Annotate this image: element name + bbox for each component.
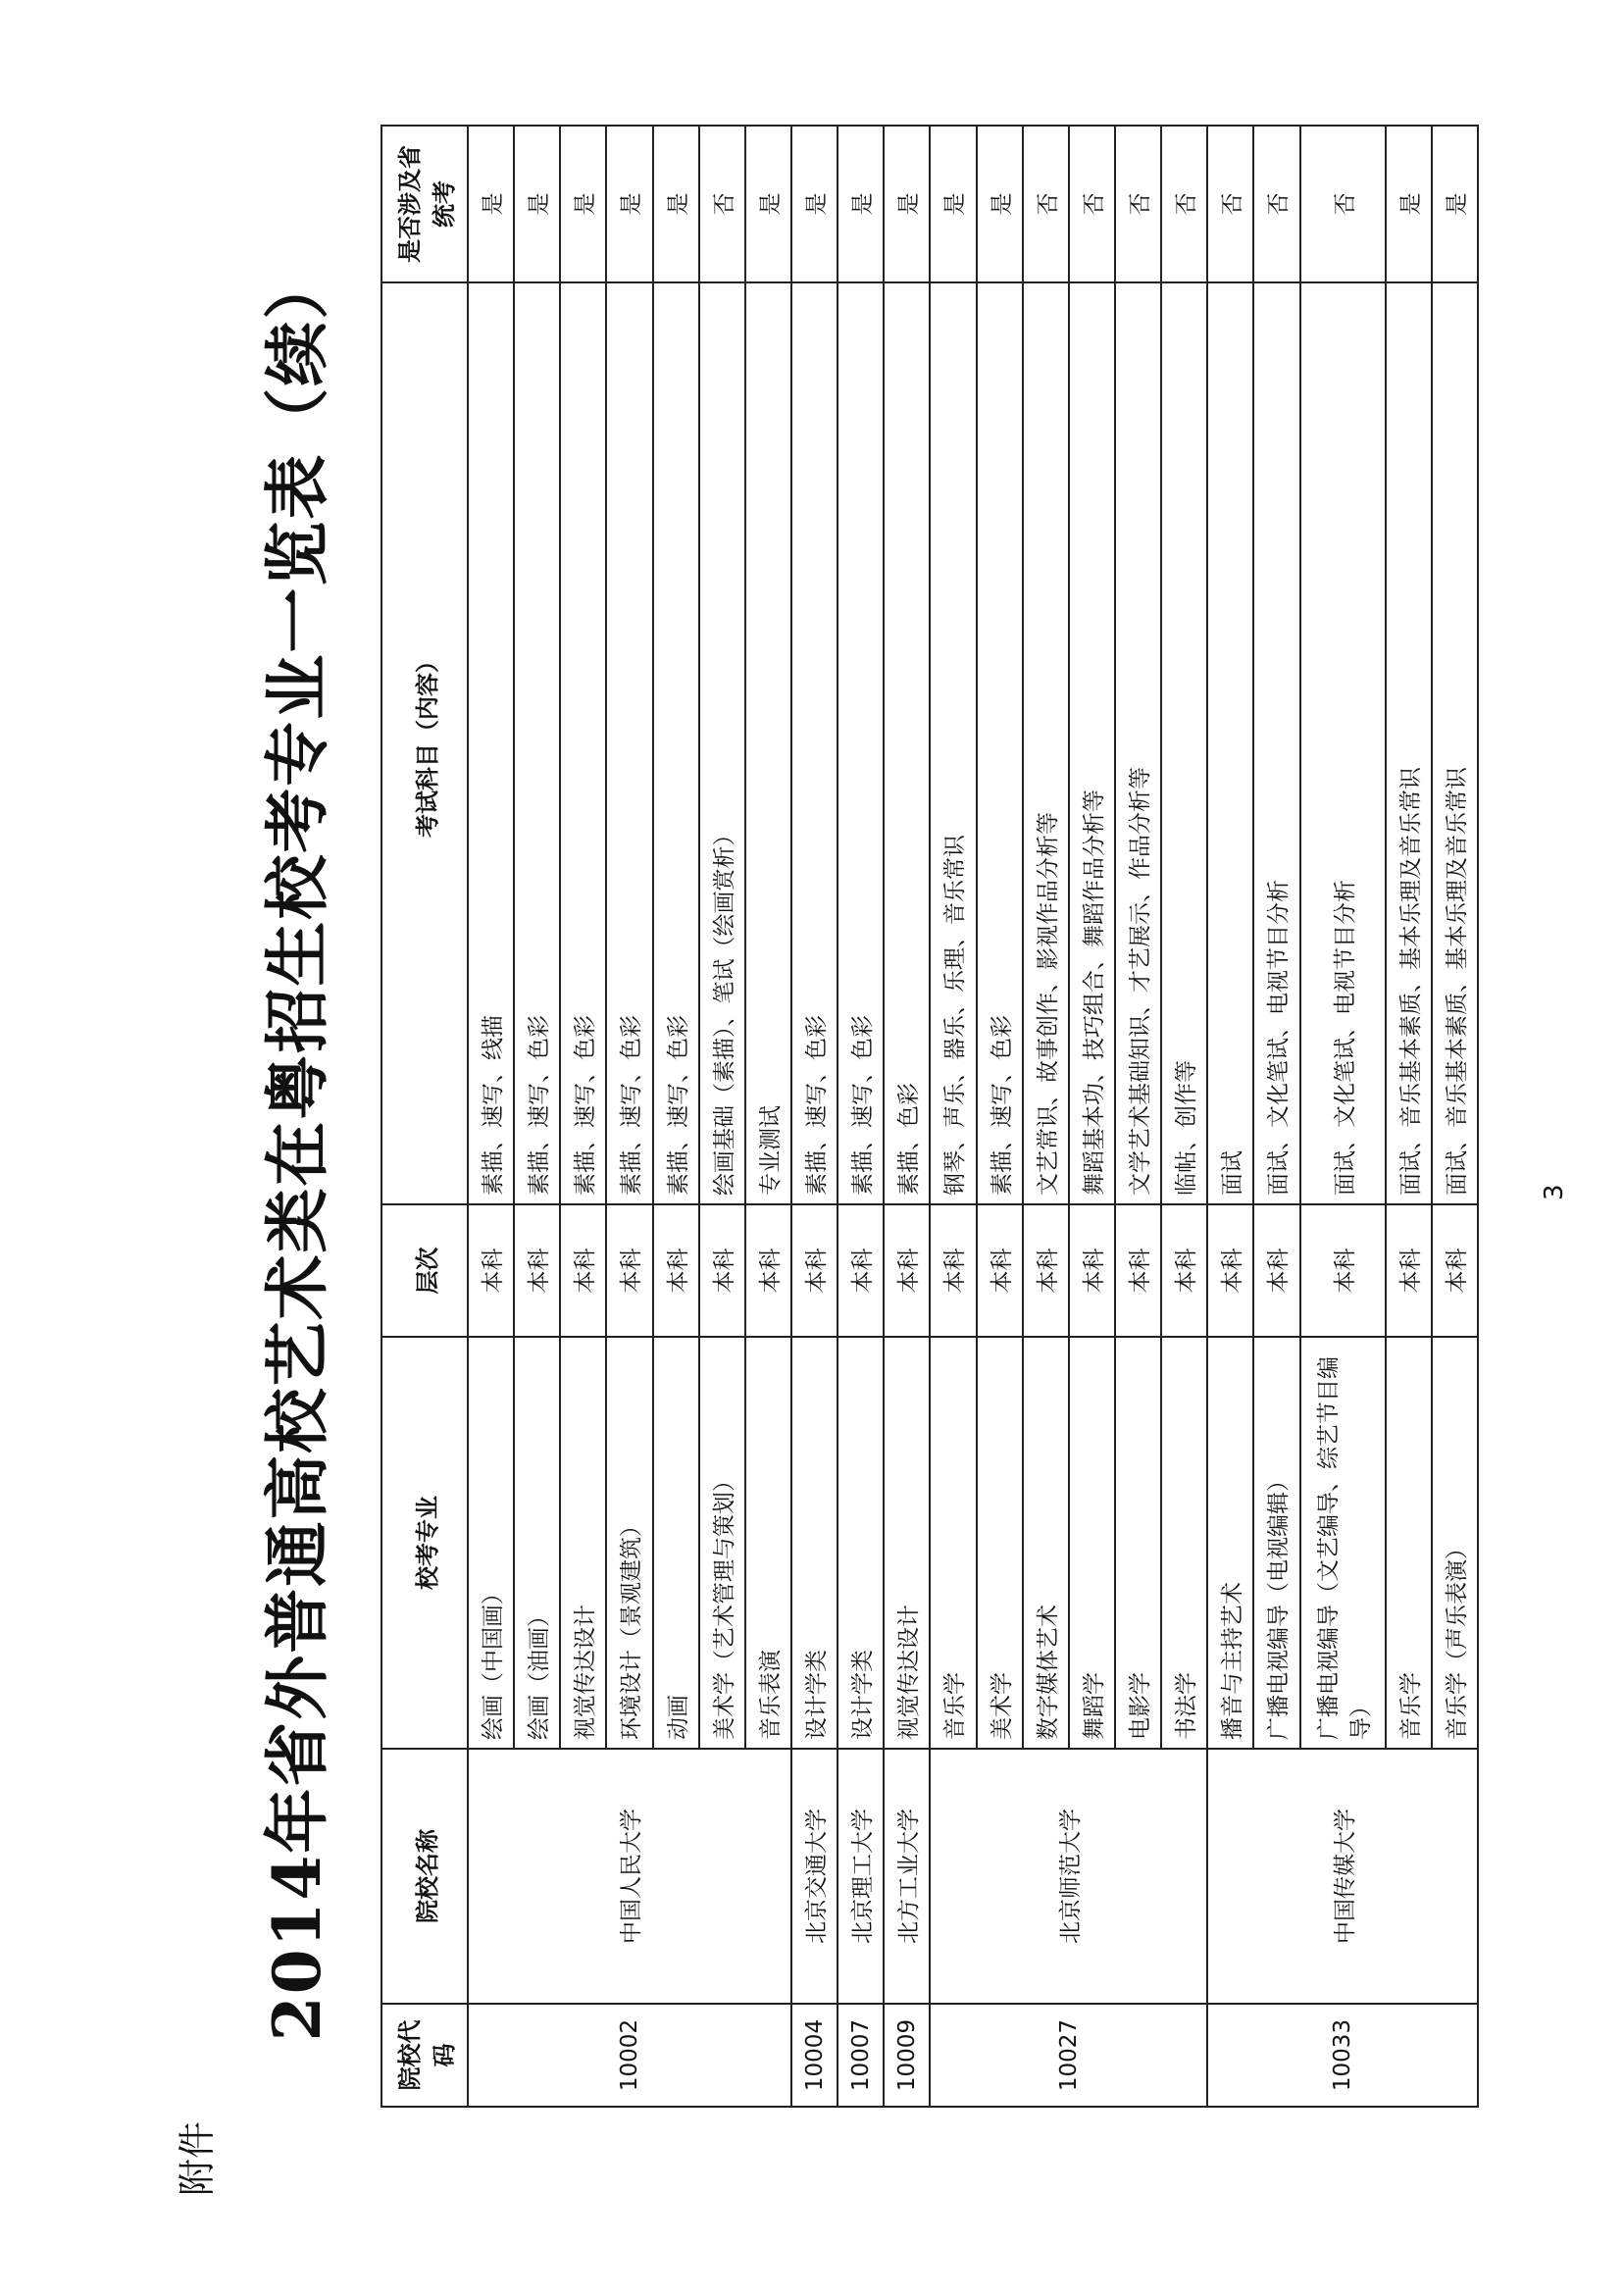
major-cell: 设计学类 (837, 1337, 884, 1749)
major-cell: 动画 (653, 1337, 699, 1749)
subjects-cell: 临帖、创作等 (1161, 282, 1207, 1204)
level-cell: 本科 (1432, 1204, 1478, 1337)
provincial-cell: 是 (977, 126, 1023, 282)
level-cell: 本科 (1300, 1204, 1386, 1337)
subjects-cell: 素描、速写、线描 (468, 282, 514, 1204)
school-name-cell: 北京师范大学 (930, 1749, 1207, 2004)
provincial-cell: 否 (1207, 126, 1253, 282)
school-code-cell: 10033 (1207, 2004, 1478, 2107)
attachment-label: 附件 (176, 2120, 219, 2196)
subjects-cell: 素描、速写、色彩 (977, 282, 1023, 1204)
subjects-cell: 素描、速写、色彩 (606, 282, 652, 1204)
school-name-cell: 北京理工大学 (837, 1749, 884, 2004)
subjects-cell: 素描、速写、色彩 (560, 282, 606, 1204)
provincial-cell: 是 (837, 126, 884, 282)
subjects-cell: 素描、速写、色彩 (514, 282, 560, 1204)
majors-table (381, 125, 1479, 2108)
provincial-cell: 否 (1161, 126, 1207, 282)
table-header-row (381, 126, 468, 2107)
subjects-cell: 面试、音乐基本素质、基本乐理及音乐常识 (1432, 282, 1478, 1204)
school-name-cell: 北京交通大学 (791, 1749, 837, 2004)
level-cell: 本科 (606, 1204, 652, 1337)
page-title: 2014年省外普通高校艺术类在粤招生校考专业一览表（续） (259, 252, 335, 2042)
major-cell: 绘画（油画） (514, 1337, 560, 1749)
provincial-cell: 否 (1069, 126, 1115, 282)
level-cell: 本科 (514, 1204, 560, 1337)
level-cell: 本科 (1253, 1204, 1299, 1337)
table-row (930, 126, 976, 2107)
school-code-cell: 10004 (791, 2004, 837, 2107)
major-cell: 设计学类 (791, 1337, 837, 1749)
header-major: 校考专业 (381, 1337, 468, 1749)
level-cell: 本科 (699, 1204, 745, 1337)
major-cell: 美术学 (977, 1337, 1023, 1749)
header-provincial: 是否涉及省统考 (381, 126, 468, 282)
level-cell: 本科 (1207, 1204, 1253, 1337)
major-cell: 舞蹈学 (1069, 1337, 1115, 1749)
provincial-cell: 否 (699, 126, 745, 282)
major-cell: 播音与主持艺术 (1207, 1337, 1253, 1749)
subjects-cell: 舞蹈基本功、技巧组合、舞蹈作品分析等 (1069, 282, 1115, 1204)
level-cell: 本科 (930, 1204, 976, 1337)
provincial-cell: 是 (884, 126, 930, 282)
school-code-cell: 10007 (837, 2004, 884, 2107)
subjects-cell: 素描、速写、色彩 (837, 282, 884, 1204)
subjects-cell: 面试 (1207, 282, 1253, 1204)
level-cell: 本科 (1386, 1204, 1432, 1337)
level-cell: 本科 (791, 1204, 837, 1337)
major-cell: 广播电视编导（文艺编导、综艺节目编导） (1300, 1337, 1386, 1749)
provincial-cell: 是 (468, 126, 514, 282)
level-cell: 本科 (745, 1204, 791, 1337)
level-cell: 本科 (1115, 1204, 1161, 1337)
subjects-cell: 文艺常识、故事创作、影视作品分析等 (1023, 282, 1069, 1204)
provincial-cell: 是 (653, 126, 699, 282)
level-cell: 本科 (1069, 1204, 1115, 1337)
subjects-cell: 面试、音乐基本素质、基本乐理及音乐常识 (1386, 282, 1432, 1204)
provincial-cell: 否 (1300, 126, 1386, 282)
provincial-cell: 是 (930, 126, 976, 282)
provincial-cell: 是 (606, 126, 652, 282)
major-cell: 书法学 (1161, 1337, 1207, 1749)
table-row (837, 126, 884, 2107)
subjects-cell: 钢琴、声乐、器乐、乐理、音乐常识 (930, 282, 976, 1204)
subjects-cell: 素描、速写、色彩 (791, 282, 837, 1204)
major-cell: 视觉传达设计 (560, 1337, 606, 1749)
table-body (468, 126, 1478, 2107)
header-subjects: 考试科目（内容） (381, 282, 468, 1204)
page-number: 3 (1540, 1184, 1569, 1200)
school-name-cell: 中国人民大学 (468, 1749, 791, 2004)
provincial-cell: 否 (1023, 126, 1069, 282)
table-row (884, 126, 930, 2107)
subjects-cell: 文学艺术基础知识、才艺展示、作品分析等 (1115, 282, 1161, 1204)
provincial-cell: 是 (1432, 126, 1478, 282)
level-cell: 本科 (1023, 1204, 1069, 1337)
major-cell: 数字媒体艺术 (1023, 1337, 1069, 1749)
subjects-cell: 面试、文化笔试、电视节目分析 (1253, 282, 1299, 1204)
provincial-cell: 否 (1115, 126, 1161, 282)
header-code: 院校代码 (381, 2004, 468, 2107)
major-cell: 音乐学 (930, 1337, 976, 1749)
provincial-cell: 是 (791, 126, 837, 282)
level-cell: 本科 (468, 1204, 514, 1337)
major-cell: 音乐表演 (745, 1337, 791, 1749)
subjects-cell: 专业测试 (745, 282, 791, 1204)
subjects-cell: 面试、文化笔试、电视节目分析 (1300, 282, 1386, 1204)
header-level: 层次 (381, 1204, 468, 1337)
provincial-cell: 是 (514, 126, 560, 282)
major-cell: 电影学 (1115, 1337, 1161, 1749)
table-row (1207, 126, 1253, 2107)
level-cell: 本科 (653, 1204, 699, 1337)
level-cell: 本科 (1161, 1204, 1207, 1337)
school-name-cell: 中国传媒大学 (1207, 1749, 1478, 2004)
major-cell: 音乐学 (1386, 1337, 1432, 1749)
subjects-cell: 素描、速写、色彩 (653, 282, 699, 1204)
table-row (791, 126, 837, 2107)
level-cell: 本科 (977, 1204, 1023, 1337)
major-cell: 美术学（艺术管理与策划） (699, 1337, 745, 1749)
provincial-cell: 是 (745, 126, 791, 282)
subjects-cell: 素描、色彩 (884, 282, 930, 1204)
header-name: 院校名称 (381, 1749, 468, 2004)
major-cell: 绘画（中国画） (468, 1337, 514, 1749)
provincial-cell: 否 (1253, 126, 1299, 282)
school-name-cell: 北方工业大学 (884, 1749, 930, 2004)
provincial-cell: 是 (1386, 126, 1432, 282)
provincial-cell: 是 (560, 126, 606, 282)
major-cell: 视觉传达设计 (884, 1337, 930, 1749)
major-cell: 广播电视编导（电视编辑） (1253, 1337, 1299, 1749)
level-cell: 本科 (884, 1204, 930, 1337)
major-cell: 环境设计（景观建筑） (606, 1337, 652, 1749)
school-code-cell: 10027 (930, 2004, 1207, 2107)
school-code-cell: 10002 (468, 2004, 791, 2107)
school-code-cell: 10009 (884, 2004, 930, 2107)
level-cell: 本科 (837, 1204, 884, 1337)
major-cell: 音乐学（声乐表演） (1432, 1337, 1478, 1749)
table-row (468, 126, 514, 2107)
subjects-cell: 绘画基础（素描）、笔试（绘画赏析） (699, 282, 745, 1204)
level-cell: 本科 (560, 1204, 606, 1337)
